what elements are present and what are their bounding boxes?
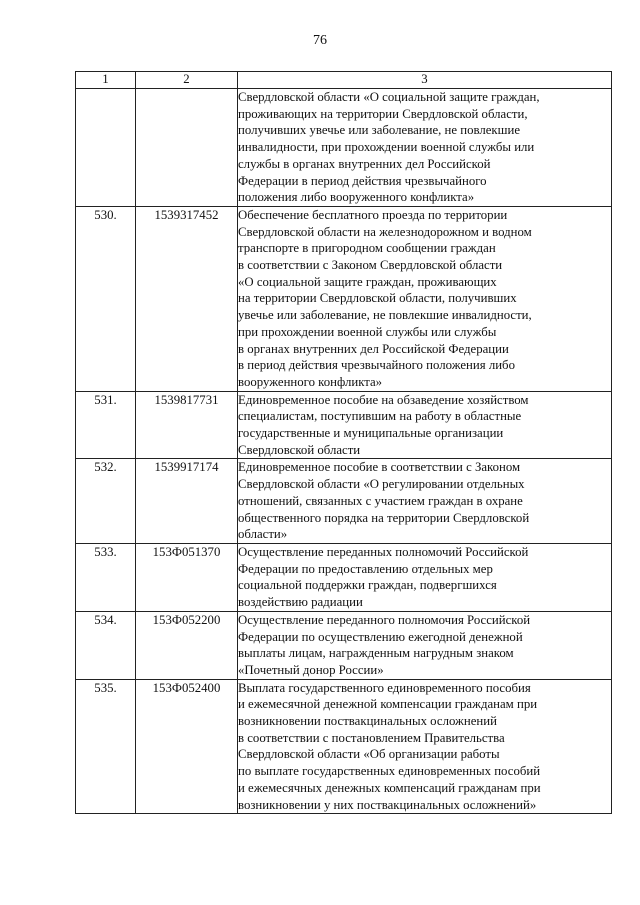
description-line: Свердловской области на железнодорожном и водном — [238, 224, 532, 239]
description — [238, 543, 612, 611]
row-number: 532. — [76, 459, 136, 544]
budget-code: 153Ф052200 — [136, 611, 238, 679]
description-line: инвалидности, при прохождении военной службы или — [238, 140, 535, 155]
description-line: Свердловской области «Об организации работы — [238, 747, 500, 762]
description-line: возникновении поствакцинальных осложнений — [238, 714, 497, 729]
description-line: «О социальной защите граждан, проживающих — [238, 274, 497, 289]
budget-code: 1539917174 — [136, 459, 238, 544]
table-row — [76, 543, 612, 611]
row-number: 533. — [76, 543, 136, 611]
table-body — [76, 89, 612, 814]
column-header-1: 1 — [76, 72, 136, 89]
description-line: специалистам, поступившим на работу в областные — [238, 409, 522, 424]
description-line: возникновении у них поствакцинальных осложнений» — [238, 797, 537, 812]
description-line: вооруженного конфликта» — [238, 374, 383, 389]
description-line: проживающих на территории Свердловской области, — [238, 106, 528, 121]
description-line: Федерации по предоставлению отдельных мер — [238, 561, 493, 576]
table-row — [76, 206, 612, 391]
description-line: по выплате государственных единовременных пособий — [238, 764, 541, 779]
description-line: Осуществление переданного полномочия Российской — [238, 612, 531, 627]
description-line: в органах внутренних дел Российской Федерации — [238, 341, 509, 356]
description-line: и ежемесячных денежных компенсаций гражданам при — [238, 780, 541, 795]
description-line: Федерации по осуществлению ежегодной денежной — [238, 629, 523, 644]
description-line: в соответствии с постановлением Правительства — [238, 730, 505, 745]
table-row — [76, 89, 612, 207]
row-number: 535. — [76, 679, 136, 814]
table-row — [76, 391, 612, 459]
description-line: Свердловской области «О регулировании отдельных — [238, 477, 525, 492]
column-header-2: 2 — [136, 72, 238, 89]
column-header-3: 3 — [238, 72, 612, 89]
description-line: в соответствии с Законом Свердловской области — [238, 258, 503, 273]
description-line: «Почетный донор России» — [238, 662, 384, 677]
budget-code: 1539317452 — [136, 206, 238, 391]
description-line: службы в органах внутренних дел Российской — [238, 156, 491, 171]
description-line: положения либо вооруженного конфликта» — [238, 190, 475, 205]
budget-code — [136, 89, 238, 207]
description-line: Единовременное пособие в соответствии с Законом — [238, 460, 521, 475]
page-number: 76 — [313, 33, 327, 48]
table-row — [76, 679, 612, 814]
description-line: общественного порядка на территории Свердловской — [238, 510, 530, 525]
row-number: 530. — [76, 206, 136, 391]
description-line: при прохождении военной службы или службы — [238, 324, 497, 339]
table-row — [76, 611, 612, 679]
description-line: на территории Свердловской области, получивших — [238, 291, 517, 306]
description-line: и ежемесячной денежной компенсации гражданам при — [238, 697, 538, 712]
description-line: Единовременное пособие на обзаведение хозяйством — [238, 392, 529, 407]
description-line: увечье или заболевание, не повлекшие инвалидности, — [238, 308, 532, 323]
budget-code: 1539817731 — [136, 391, 238, 459]
row-number: 531. — [76, 391, 136, 459]
description-line: Свердловской области — [238, 442, 361, 457]
description-line: выплаты лицам, награжденным нагрудным знаком — [238, 646, 514, 661]
description — [238, 459, 612, 544]
row-number: 534. — [76, 611, 136, 679]
description-line: транспорте в пригородном сообщении граждан — [238, 241, 496, 256]
budget-code: 153Ф052400 — [136, 679, 238, 814]
description-line: социальной поддержки граждан, подвергшихся — [238, 578, 497, 593]
description-line: Федерации в период действия чрезвычайного — [238, 173, 487, 188]
table-header-row — [76, 72, 612, 89]
description-line: области» — [238, 527, 288, 542]
description-line: государственные и муниципальные организации — [238, 426, 504, 441]
description — [238, 89, 612, 207]
budget-code: 153Ф051370 — [136, 543, 238, 611]
description-line: отношений, связанных с участием граждан в охране — [238, 493, 523, 508]
description-line: получивших увечье или заболевание, не повлекшие — [238, 123, 521, 138]
description-line: в период действия чрезвычайного положения либо — [238, 358, 515, 373]
description — [238, 391, 612, 459]
description-line: Осуществление переданных полномочий Российской — [238, 544, 529, 559]
description — [238, 206, 612, 391]
budget-codes-table — [75, 71, 612, 814]
row-number — [76, 89, 136, 207]
description — [238, 611, 612, 679]
description-line: Обеспечение бесплатного проезда по территории — [238, 207, 508, 222]
description-line: воздействию радиации — [238, 595, 363, 610]
description — [238, 679, 612, 814]
description-line: Свердловской области «О социальной защите граждан, — [238, 90, 540, 104]
description-line: Выплата государственного единовременного пособия — [238, 680, 531, 695]
table-row — [76, 459, 612, 544]
